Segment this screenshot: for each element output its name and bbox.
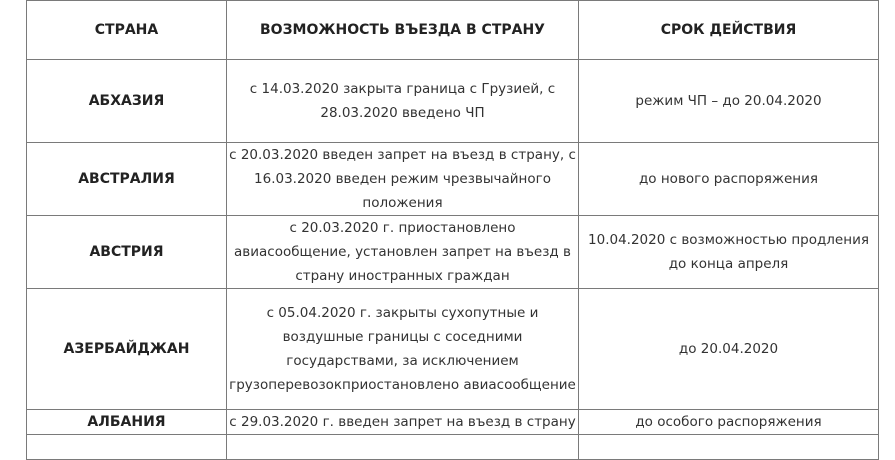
country-cell: АЛБАНИЯ [27,410,227,435]
entry-cell: с 05.04.2020 г. закрыты сухопутные и воздушные границы с соседними государствами, за исключением грузоперевозокприостановлено авиасообщение [227,289,579,410]
term-cell: режим ЧП – до 20.04.2020 [579,60,879,143]
table-header-row [27,1,879,60]
entry-cell: с 20.03.2020 введен запрет на въезд в страну, с 16.03.2020 введен режим чрезвычайного положения [227,143,579,216]
country-cell: АБХАЗИЯ [27,60,227,143]
header-country: СТРАНА [27,1,227,60]
table-row [27,143,879,216]
header-validity-period: СРОК ДЕЙСТВИЯ [579,1,879,60]
term-cell: до особого распоряжения [579,410,879,435]
entry-cell: с 20.03.2020 г. приостановлено авиасообщение, установлен запрет на въезд в страну иностранных граждан [227,216,579,289]
entry-cell: с 14.03.2020 закрыта граница с Грузией, с 28.03.2020 введено ЧП [227,60,579,143]
country-cell: АВСТРИЯ [27,216,227,289]
country-cell: АВСТРАЛИЯ [27,143,227,216]
term-cell: до 20.04.2020 [579,289,879,410]
table-row [27,60,879,143]
term-cell [579,435,879,460]
country-cell [27,435,227,460]
term-cell: до нового распоряжения [579,143,879,216]
entry-cell [227,435,579,460]
table-row [27,289,879,410]
table-row [27,410,879,435]
country-cell: АЗЕРБАЙДЖАН [27,289,227,410]
table-row [27,216,879,289]
entry-cell: с 29.03.2020 г. введен запрет на въезд в страну [227,410,579,435]
table-row-cut-off [27,435,879,460]
term-cell: 10.04.2020 с возможностью продления до конца апреля [579,216,879,289]
header-entry-possibility: ВОЗМОЖНОСТЬ ВЪЕЗДА В СТРАНУ [227,1,579,60]
entry-restrictions-table [26,0,879,460]
